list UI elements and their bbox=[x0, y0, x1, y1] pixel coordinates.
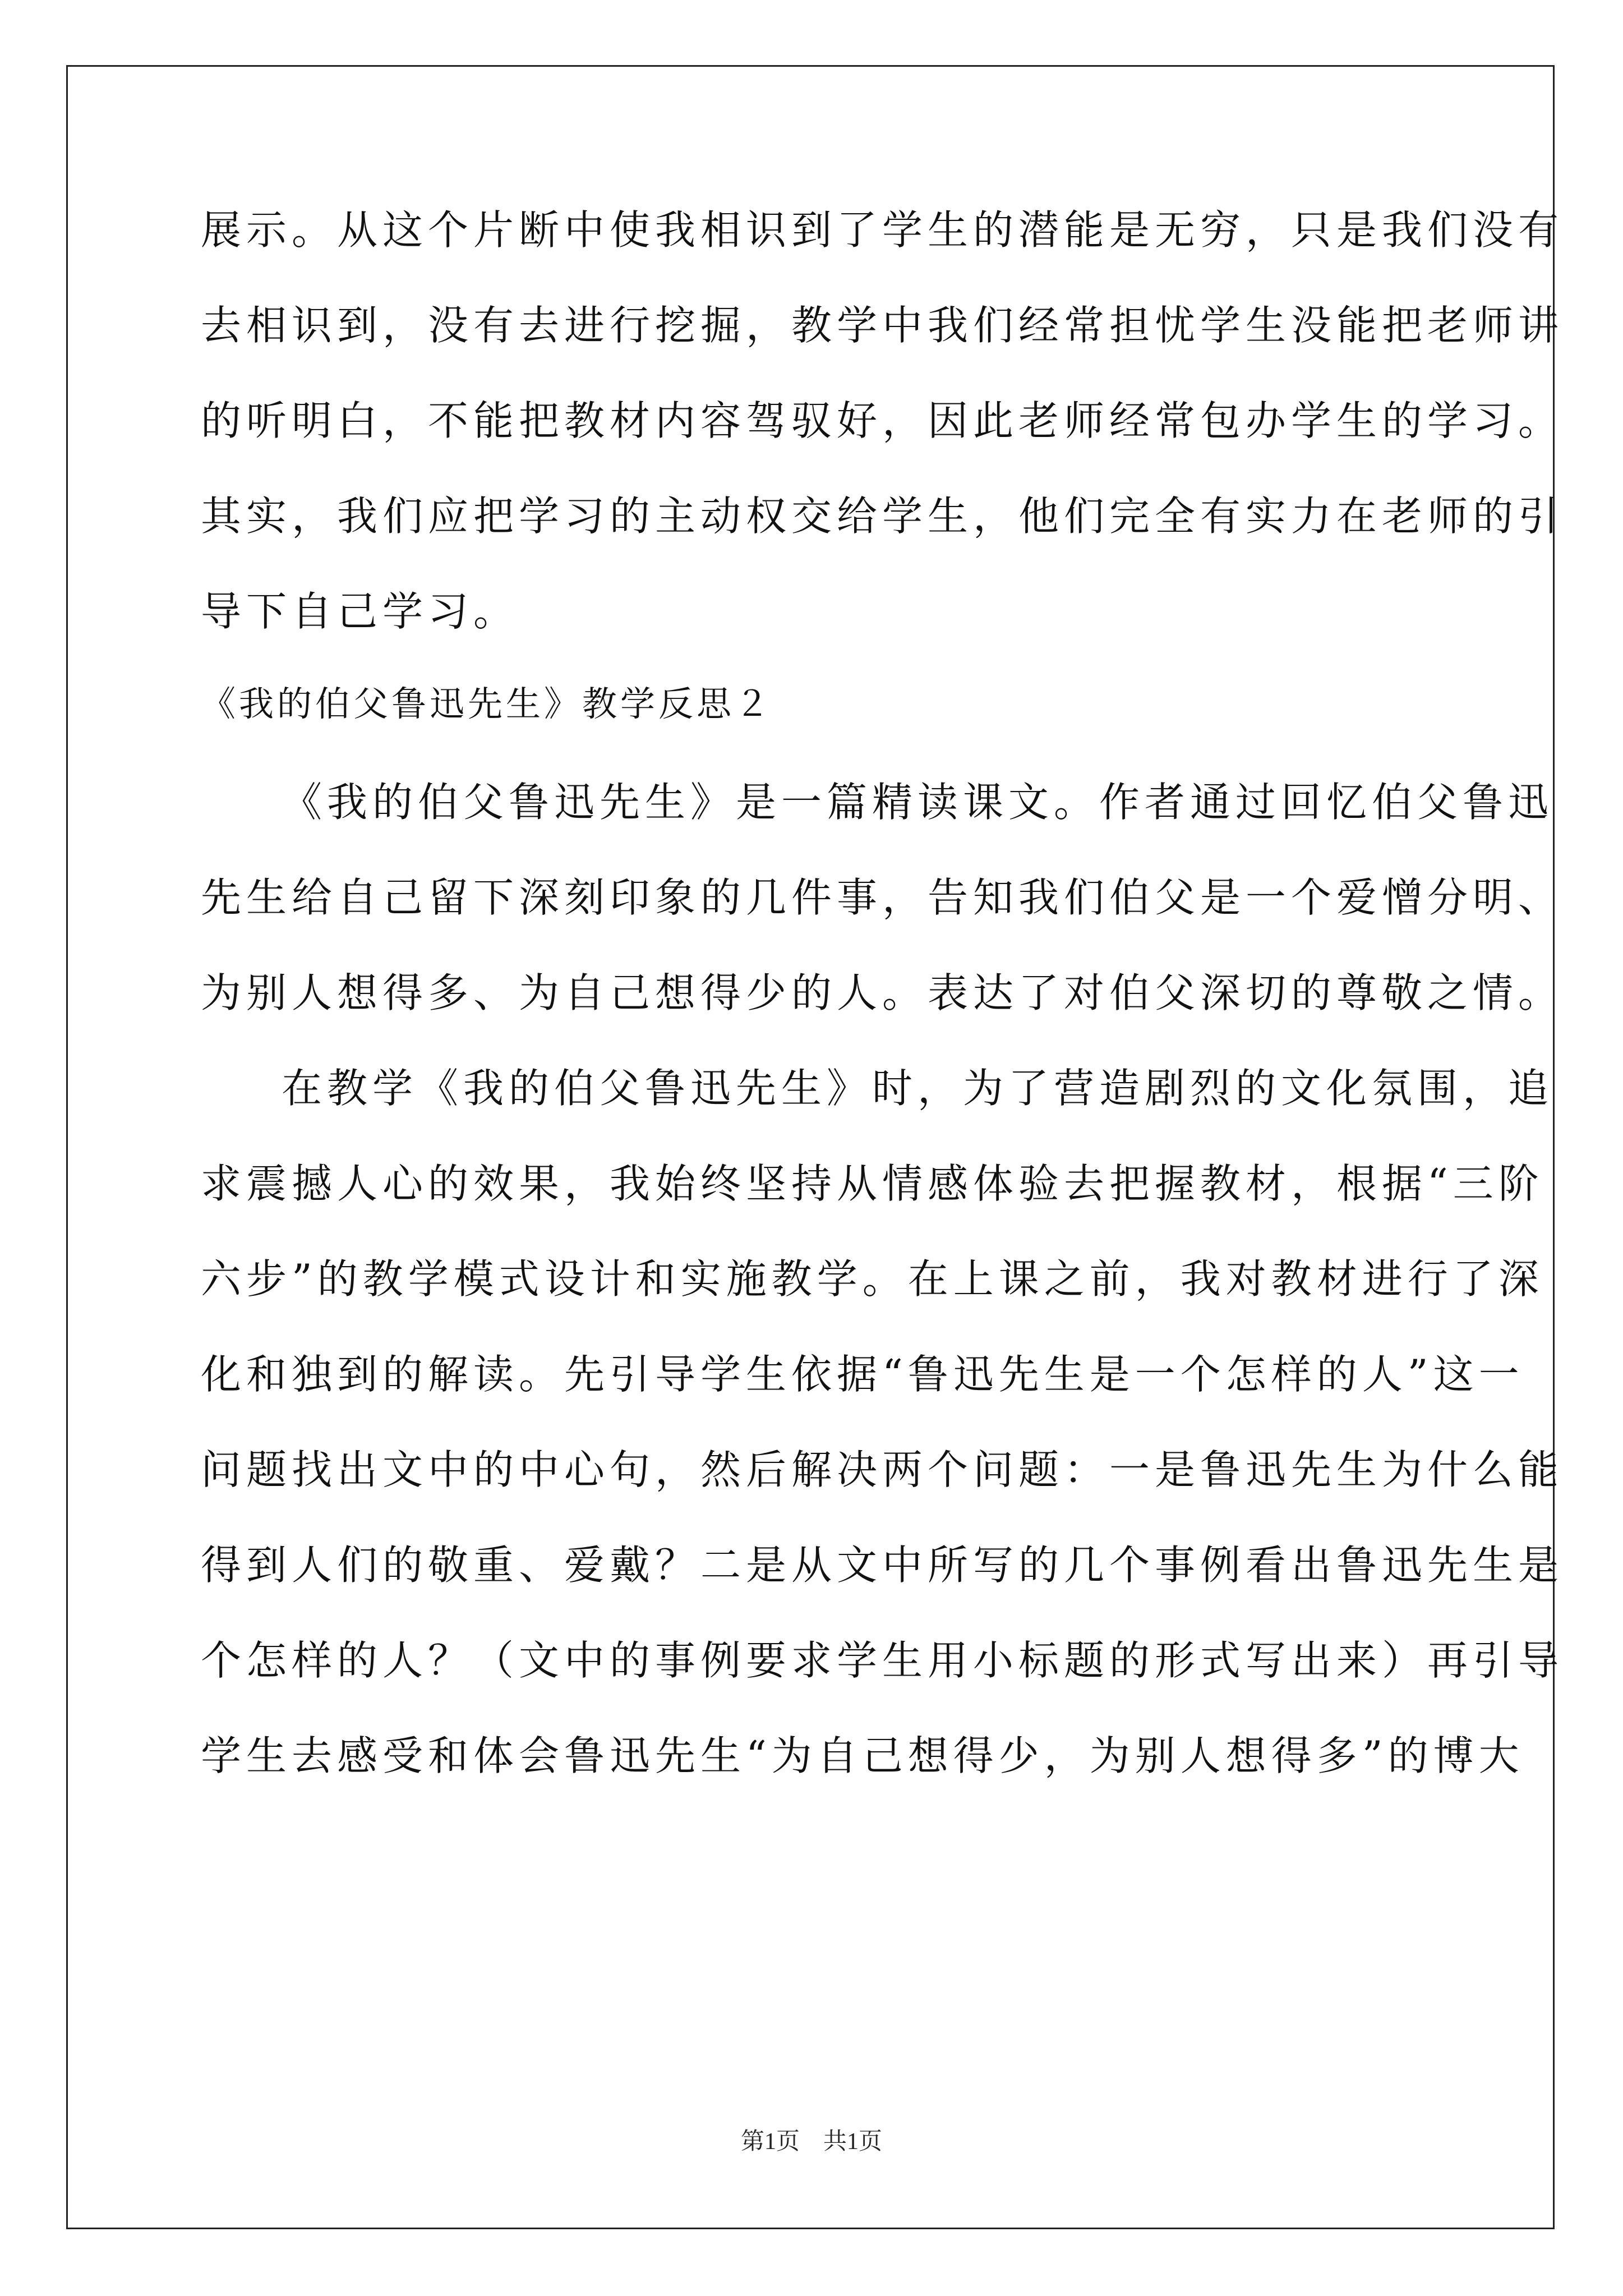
page-footer: 第1页 共1页 bbox=[740, 2129, 882, 2155]
paragraph-line: 个怎样的人？（文中的事例要求学生用小标题的形式写出来）再引导 bbox=[201, 1637, 1564, 1684]
body-line: 其实，我们应把学习的主动权交给学生，他们完全有实力在老师的引 bbox=[201, 493, 1564, 540]
paragraph-line: 求震撼人心的效果，我始终坚持从情感体验去把握教材，根据“三阶 bbox=[201, 1160, 1544, 1207]
body-line: 的听明白，不能把教材内容驾驭好，因此老师经常包办学生的学习。 bbox=[201, 397, 1564, 444]
paragraph-line: 问题找出文中的中心句，然后解决两个问题：一是鲁迅先生为什么能 bbox=[201, 1446, 1564, 1493]
paragraph-line: 为别人想得多、为自己想得少的人。表达了对伯父深切的尊敬之情。 bbox=[201, 969, 1564, 1016]
paragraph-line: 《我的伯父鲁迅先生》是一篇精读课文。作者通过回忆伯父鲁迅 bbox=[282, 779, 1554, 826]
body-line: 导下自己学习。 bbox=[201, 588, 519, 635]
paragraph-line: 六步”的教学模式设计和实施教学。在上课之前，我对教材进行了深 bbox=[201, 1255, 1544, 1303]
paragraph-line: 化和独到的解读。先引导学生依据“鲁迅先生是一个怎样的人”这一 bbox=[201, 1351, 1524, 1398]
body-line: 去相识到，没有去进行挖掘，教学中我们经常担忧学生没能把老师讲 bbox=[201, 302, 1564, 349]
paragraph-line: 先生给自己留下深刻印象的几件事，告知我们伯父是一个爱憎分明、 bbox=[201, 874, 1564, 921]
paragraph-line: 得到人们的敬重、爱戴？二是从文中所写的几个事例看出鲁迅先生是 bbox=[201, 1542, 1564, 1589]
body-line: 展示。从这个片断中使我相识到了学生的潜能是无穷，只是我们没有 bbox=[201, 206, 1564, 254]
section-heading: 《我的伯父鲁迅先生》教学反思２ bbox=[201, 683, 773, 724]
paragraph-line: 在教学《我的伯父鲁迅先生》时，为了营造剧烈的文化氛围，追 bbox=[282, 1065, 1554, 1112]
paragraph-line: 学生去感受和体会鲁迅先生“为自己想得少，为别人想得多”的博大 bbox=[201, 1732, 1524, 1779]
page-border bbox=[66, 65, 1555, 2229]
